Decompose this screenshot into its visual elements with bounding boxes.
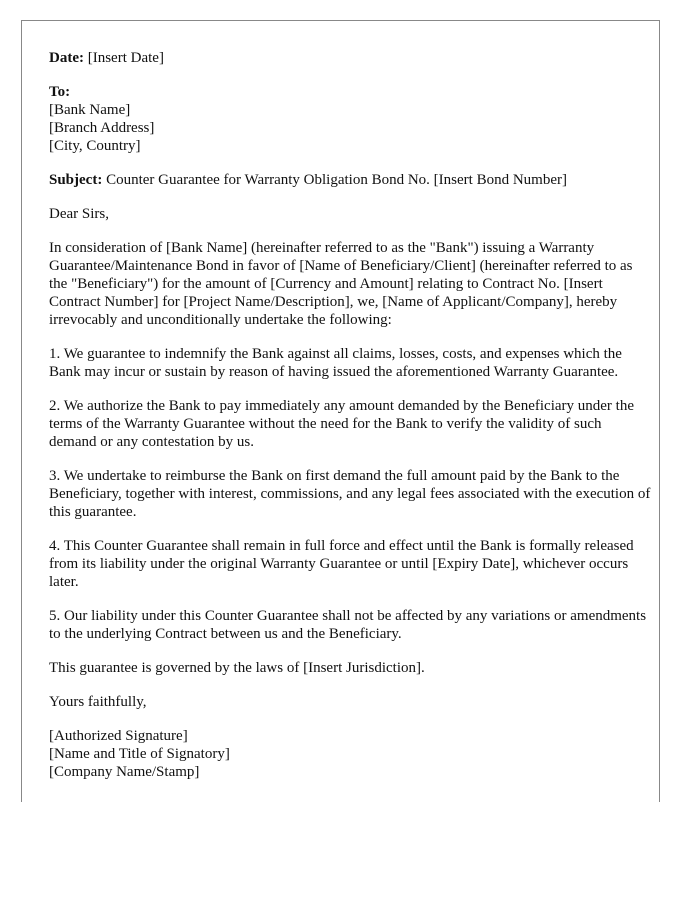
intro-paragraph: In consideration of [Bank Name] (hereinafter referred to as the "Bank") issuing a Warranty Guarantee/Maintenance Bond in favor of [Name of Beneficiary/Client] (hereinafter referred to as the "Beneficiary") for the amount of [Currency and Amount] relating to Contract No. [Insert Contract Number] for [Project Name/Description], we, [Name of Applicant/Company], hereby irrevocably and unconditionally undertake the following: (49, 240, 633, 328)
letter-page (21, 20, 660, 802)
closing: Yours faithfully, (49, 694, 147, 710)
recipient-bank-name: [Bank Name] (49, 102, 131, 118)
recipient-city-country: [City, Country] (49, 138, 141, 154)
clause-2: 2. We authorize the Bank to pay immediately any amount demanded by the Beneficiary under the terms of the Warranty Guarantee without the need for the Bank to verify the validity of such demand or any contestation by us. (49, 398, 634, 450)
clause-1: 1. We guarantee to indemnify the Bank against all claims, losses, costs, and expenses which the Bank may incur or sustain by reason of having issued the aforementioned Warranty Guarantee. (49, 346, 622, 380)
signature-block (49, 727, 651, 781)
company-stamp: [Company Name/Stamp] (49, 764, 200, 780)
date-line (49, 49, 651, 67)
subject-label: Subject: (49, 172, 103, 188)
clause-4: 4. This Counter Guarantee shall remain in full force and effect until the Bank is formally released from its liability under the original Warranty Guarantee or until [Expiry Date], whichever occurs later. (49, 538, 634, 590)
subject-line (49, 171, 651, 189)
clause-3: 3. We undertake to reimburse the Bank on first demand the full amount paid by the Bank to the Beneficiary, together with interest, commissions, and any legal fees associated with the execution of this guarantee. (49, 468, 651, 520)
subject-value: Counter Guarantee for Warranty Obligation Bond No. [Insert Bond Number] (106, 172, 567, 188)
to-label: To: (49, 84, 71, 100)
signature-line: [Authorized Signature] (49, 728, 188, 744)
signatory-name-title: [Name and Title of Signatory] (49, 746, 230, 762)
recipient-block (49, 83, 651, 155)
date-value: [Insert Date] (87, 50, 164, 66)
date-label: Date: (49, 50, 84, 66)
clause-5: 5. Our liability under this Counter Guarantee shall not be affected by any variations or amendments to the underlying Contract between us and the Beneficiary. (49, 608, 647, 642)
salutation: Dear Sirs, (49, 206, 109, 222)
recipient-branch-address: [Branch Address] (49, 120, 155, 136)
governing-law: This guarantee is governed by the laws of [Insert Jurisdiction]. (49, 660, 425, 676)
